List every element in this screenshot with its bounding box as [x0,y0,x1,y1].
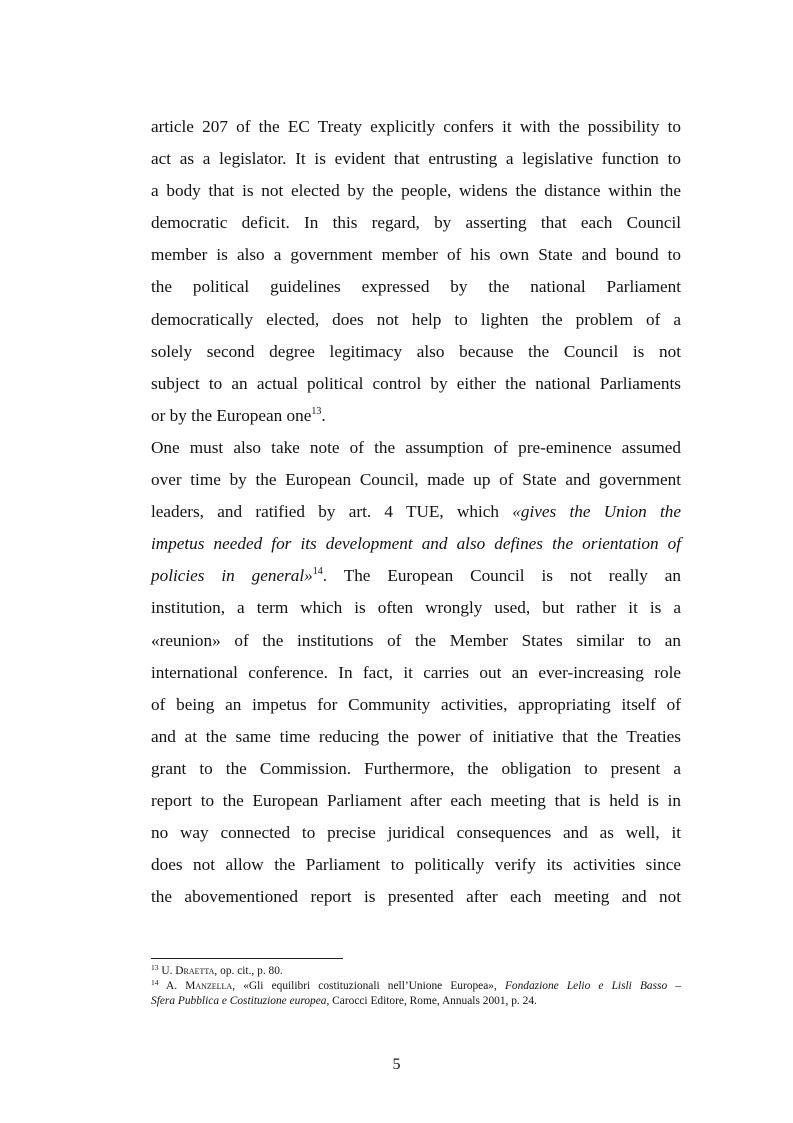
footnote-text: A. [158,980,186,992]
text-line: the political guidelines expressed by the national Parliament [151,277,681,297]
text-line: institution, a term which is often wrongly used, but rather it is a [151,598,681,618]
text-line: grant to the Commission. Furthermore, the obligation to present a [151,758,681,778]
text-line [151,560,681,592]
footnote-text: U. [158,965,176,977]
text-line: does not allow the Parliament to politically verify its activities since [151,855,681,875]
text-segment: . The European Council is not really an [322,566,681,586]
footnote-13 [151,964,681,979]
text-line: the abovementioned report is presented after each meeting and not [151,887,681,907]
text-line: democratic deficit. In this regard, by asserting that each Council [151,213,681,233]
text-line: member is also a government member of his own State and bound to [151,245,681,265]
text-line [151,496,681,528]
footnote-number: 13 [151,963,159,972]
text-line: and at the same time reducing the power of initiative that the Treaties [151,726,681,746]
text-line: a body that is not elected by the people, widens the distance within the [151,181,681,201]
text-line: solely second degree legitimacy also because the Council is not [151,341,681,361]
footnote-14 [151,979,681,994]
footnote-text: , op. cit., p. 80. [214,965,283,977]
text-line: «reunion» of the institutions of the Member States similar to an [151,630,681,650]
footnote-author: Manzella [185,980,233,992]
text-line: no way connected to precise juridical consequences and as well, it [151,823,681,843]
footnote-ref-14[interactable]: 14 [312,566,323,578]
footnote-14-continued [151,994,681,1009]
text-segment: . [321,405,326,425]
text-segment: leaders, and ratified by art. 4 TUE, which [151,502,513,522]
footnote-number: 14 [151,978,159,987]
text-line: international conference. In fact, it carries out an ever-increasing role [151,662,681,682]
text-line: subject to an actual political control by either the national Parliaments [151,373,681,393]
footnote-ref-13[interactable]: 13 [311,405,322,417]
quote-italic: policies in general» [151,566,313,586]
page-number: 5 [392,1056,401,1073]
text-line: One must also take note of the assumption of pre-eminence assumed [151,437,681,457]
footnote-italic: Sfera Pubblica e Costituzione europea [151,995,327,1007]
footnote-author: Draetta [175,965,215,977]
text-line [151,400,681,432]
body-text [151,111,681,913]
footnote-italic: Fondazione Lelio e Lisli Basso – [504,980,681,992]
text-line: report to the European Parliament after each meeting that is held is in [151,790,681,810]
text-line: article 207 of the EC Treaty explicitly confers it with the possibility to [151,117,681,136]
text-line: over time by the European Council, made up of State and government [151,470,681,490]
footnote-text: , «Gli equilibri costituzionali nell’Unione Europea», [232,980,505,992]
footnote-text: , Carocci Editore, Rome, Annuals 2001, p. 24. [326,995,537,1007]
footnote-divider [151,958,343,959]
quote-italic: impetus needed for its development and also defines the orientation of [151,534,681,554]
text-line: democratically elected, does not help to lighten the problem of a [151,309,681,329]
quote-italic: «gives the Union the [512,502,682,522]
text-line: act as a legislator. It is evident that entrusting a legislative function to [151,149,681,169]
footnotes [151,964,681,1009]
text-segment: or by the European one [151,405,312,425]
text-line: of being an impetus for Community activities, appropriating itself of [151,694,681,714]
text-line [151,528,681,560]
